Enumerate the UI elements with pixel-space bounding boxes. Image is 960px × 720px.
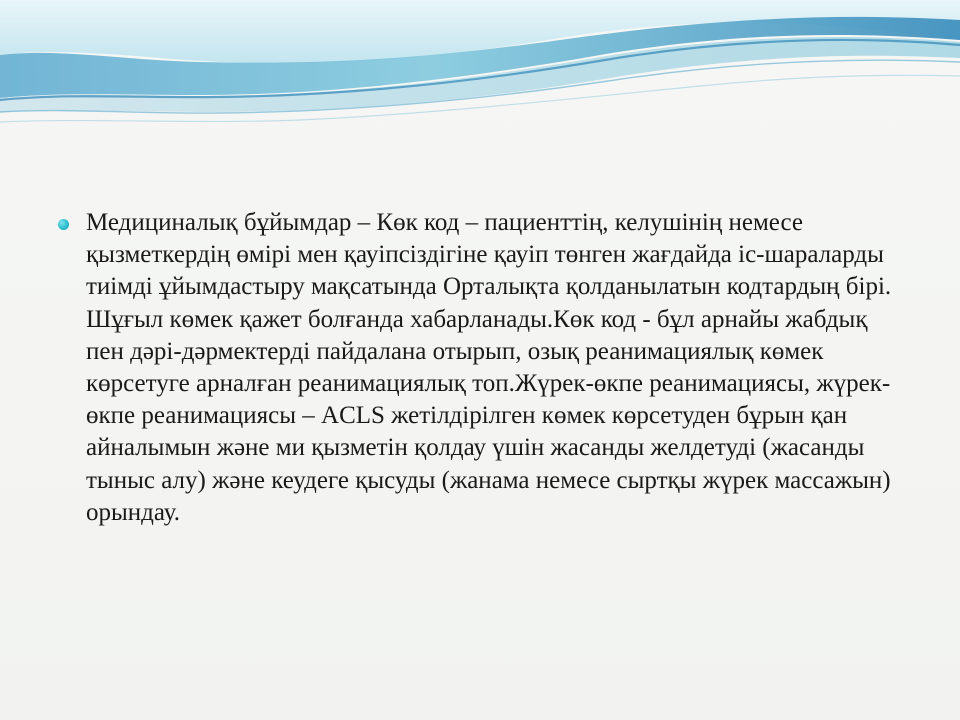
round-bullet-icon [58,219,69,230]
bullet-item [58,207,908,529]
content-area [58,207,908,529]
wave-header-decoration [0,0,960,135]
bullet-text: Медициналық бұйымдар – Көк код – пациенттің, келушінің немесе қызметкердің өмірі мен қауіпсіздігіне қауіп төнген жағдайда іс-шараларды тиімді ұйымдастыру мақсатында Орталықта қолданылатын кодтардың бірі. Шұғыл көмек қажет болғанда хабарланады.Көк код - бұл арнайы жабдық пен дәрі-дәрмектерді пайдалана отырып, озық реанимациялық көмек көрсетуге арналған реанимациялық топ.Жүрек-өкпе реанимациясы, жүрек-өкпе реанимациясы – ACLS жетілдірілген көмек көрсетуден бұрын қан айналымын және ми қызметін қолдау үшін жасанды желдетуді (жасанды тыныс алу) және кеудеге қысуды (жанама немесе сыртқы жүрек массажын) орындау. [86,209,892,526]
